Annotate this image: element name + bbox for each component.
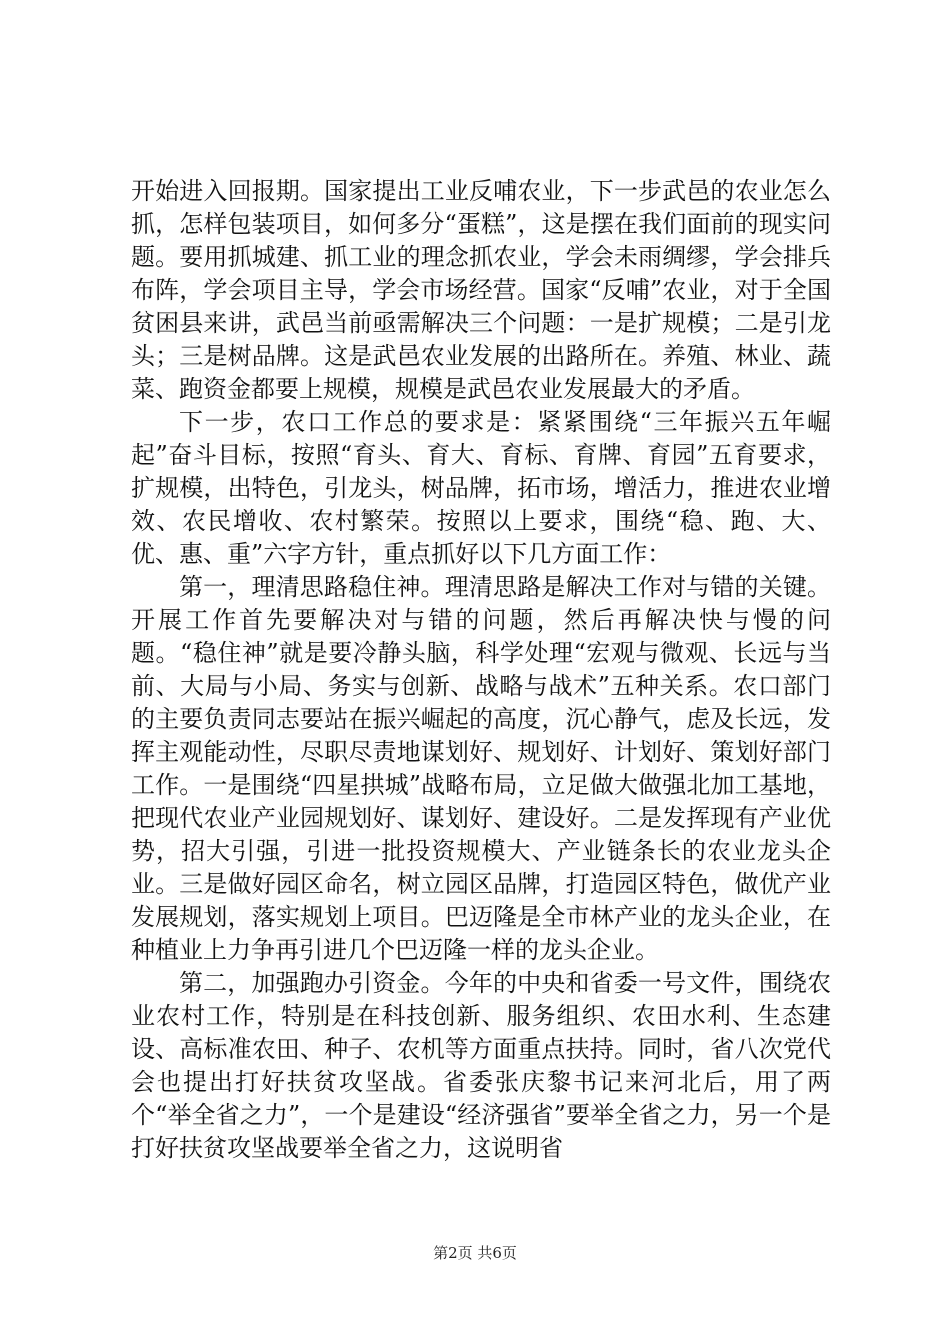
- paragraph-1: 开始进入回报期。国家提出工业反哺农业，下一步武邑的农业怎么抓，怎样包装项目，如何多分“蛋糕”，这是摆在我们面前的现实问题。要用抓城建、抓工业的理念抓农业，学会未雨绸缪，学会排兵布阵，学会项目主导，学会市场经营。国家“反哺”农业，对于全国贫困县来讲，武邑当前亟需解决三个问题：一是扩规模；二是引龙头；三是树品牌。这是武邑农业发展的出路所在。养殖、林业、蔬菜、跑资金都要上规模，规模是武邑农业发展最大的矛盾。: [131, 177, 831, 403]
- paragraph-3: 第一，理清思路稳住神。理清思路是解决工作对与错的关键。开展工作首先要解决对与错的问题，然后再解决快与慢的问题。“稳住神”就是要冷静头脑，科学处理“宏观与微观、长远与当前、大局与小局、务实与创新、战略与战术”五种关系。农口部门的主要负责同志要站在振兴崛起的高度，沉心静气，虑及长远，发挥主观能动性，尽职尽责地谋划好、规划好、计划好、策划好部门工作。一是围绕“四星拱城”战略布局，立足做大做强北加工基地，把现代农业产业园规划好、谋划好、建设好。二是发挥现有产业优势，招大引强，引进一批投资规模大、产业链条长的农业龙头企业。三是做好园区命名，树立园区品牌，打造园区特色，做优产业发展规划，落实规划上项目。巴迈隆是全市林产业的龙头企业，在种植业上力争再引进几个巴迈隆一样的龙头企业。: [131, 573, 831, 964]
- document-body: [131, 175, 831, 1165]
- paragraph-4: 第二，加强跑办引资金。今年的中央和省委一号文件，围绕农业农村工作，特别是在科技创新、服务组织、农田水利、生态建设、高标准农田、种子、农机等方面重点扶持。同时，省八次党代会也提出打好扶贫攻坚战。省委张庆黎书记来河北后，用了两个“举全省之力”，一个是建设“经济强省”要举全省之力，另一个是打好扶贫攻坚战要举全省之力，这说明省: [131, 969, 831, 1162]
- page-number-label: 第2页 共6页: [433, 1244, 517, 1262]
- paragraph-2: 下一步，农口工作总的要求是：紧紧围绕“三年振兴五年崛起”奋斗目标，按照“育头、育大、育标、育牌、育园”五育要求，扩规模，出特色，引龙头，树品牌，拓市场，增活力，推进农业增效、农民增收、农村繁荣。按照以上要求，围绕“稳、跑、大、优、惠、重”六字方针，重点抓好以下几方面工作：: [131, 408, 831, 568]
- page-footer: [0, 1243, 950, 1263]
